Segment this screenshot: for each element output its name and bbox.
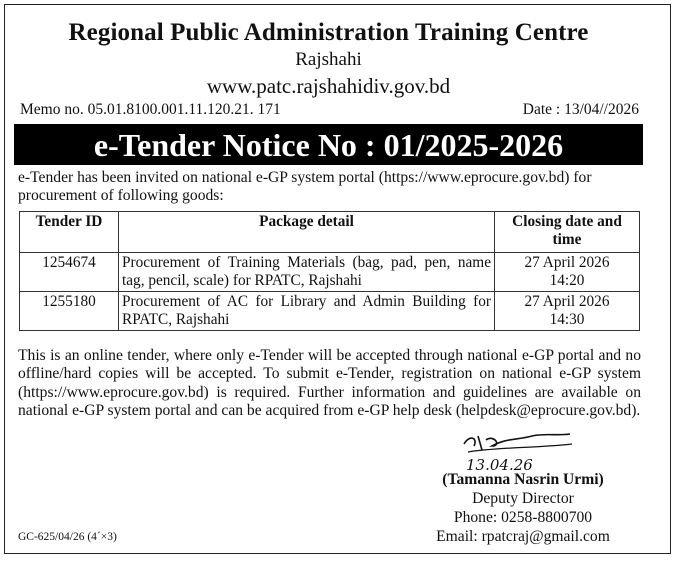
signature-image (458, 430, 578, 474)
closing-date: 27 April 2026 (524, 293, 610, 310)
organization-heading: Regional Public Administration Training Centre (68, 19, 589, 46)
footer-code: GC-625/04/26 (4´×3) (18, 531, 117, 543)
signatory-email: Email: rpatcraj@gmail.com (436, 528, 610, 545)
memo-date: Date : 13/04//2026 (522, 101, 639, 118)
table-row (20, 253, 640, 292)
header-tender-id: Tender ID (20, 212, 119, 253)
signatory-title: Deputy Director (472, 490, 574, 507)
closing-time: 14:20 (549, 272, 585, 289)
signatory-phone: Phone: 0258-8800700 (453, 509, 593, 526)
tender-table (19, 211, 640, 331)
signatory-block (400, 470, 646, 546)
header-closing-date: Closing date and time (495, 212, 640, 253)
table-header-row (20, 212, 640, 253)
closing-date-cell (495, 292, 640, 331)
memo-number: Memo no. 05.01.8100.001.11.120.21. 171 (20, 101, 281, 118)
closing-time: 14:30 (549, 311, 585, 328)
table-row (20, 292, 640, 331)
intro-paragraph: e-Tender has been invited on national e-GP system portal (https://www.eprocure.gov.bd) for procurement of following goods: (18, 169, 592, 204)
city-line: Rajshahi (295, 49, 362, 70)
closing-date-cell (495, 253, 640, 292)
signature-date: 13.04.26 (466, 456, 533, 474)
website-line: www.patc.rajshahidiv.gov.bd (206, 74, 451, 98)
package-detail-cell: Procurement of AC for Library and Admin Building for RPATC, Rajshahi (119, 292, 495, 331)
signatory-name: (Tamanna Nasrin Urmi) (442, 471, 604, 488)
instructions-paragraph: This is an online tender, where only e-Tender will be accepted through national e-GP portal and no offline/hard copies will be accepted. To submit e-Tender, registration on national e-GP system (https://www.eprocure.gov.bd) is required. Further information and guidelines are available on national e-GP system portal and can be acquired from e-GP help desk (helpdesk@eprocure.gov.bd). (18, 347, 641, 420)
tender-id-cell: 1255180 (20, 292, 119, 331)
package-detail-cell: Procurement of Training Materials (bag, pad, pen, name tag, pencil, scale) for RPATC, Rajshahi (119, 253, 495, 292)
closing-date: 27 April 2026 (524, 254, 610, 271)
notice-title-banner: e-Tender Notice No : 01/2025-2026 (14, 124, 643, 165)
tender-id-cell: 1254674 (20, 253, 119, 292)
header-package-detail: Package detail (119, 212, 495, 253)
